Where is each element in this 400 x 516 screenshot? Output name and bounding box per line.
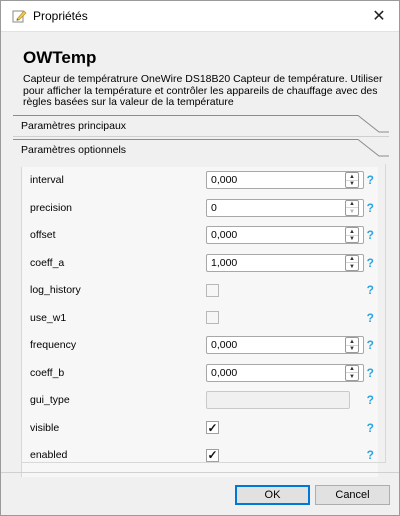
param-textbox-disabled <box>206 391 350 409</box>
spin-down-icon[interactable]: ▼ <box>346 180 358 188</box>
spin-down-icon[interactable]: ▼ <box>346 345 358 353</box>
help-icon[interactable]: ? <box>366 283 374 298</box>
param-label: enabled <box>30 449 68 462</box>
param-row-frequency <box>22 332 378 360</box>
param-row-interval <box>22 167 378 195</box>
spin-up-icon[interactable]: ▲ <box>349 173 355 180</box>
device-title: OWTemp <box>23 48 97 67</box>
param-row-use-w1 <box>22 304 378 332</box>
param-spinbox[interactable] <box>206 364 364 382</box>
param-checkbox[interactable] <box>206 421 219 434</box>
cancel-button[interactable]: Cancel <box>315 485 390 505</box>
param-spinbox[interactable] <box>206 226 364 244</box>
param-row-precision <box>22 194 378 222</box>
spin-up-icon[interactable]: ▲ <box>349 228 355 235</box>
help-icon[interactable]: ? <box>366 200 374 215</box>
param-spinbox[interactable] <box>206 171 364 189</box>
device-description: Capteur de températrure OneWire DS18B20 Capteur de température. Utiliser pour afficher la température et contrôler les appareils de chauffage avec des règles basées sur la valeur de la température <box>23 73 383 108</box>
param-row-enabled <box>22 442 378 470</box>
param-value[interactable]: 0,000 <box>211 366 238 379</box>
param-value[interactable]: 0,000 <box>211 339 238 352</box>
spin-buttons <box>345 227 359 243</box>
param-value[interactable]: 1,000 <box>211 256 238 269</box>
spin-buttons <box>345 365 359 381</box>
help-icon[interactable]: ? <box>366 365 374 380</box>
param-label: visible <box>30 421 60 434</box>
param-label: gui_type <box>30 394 70 407</box>
help-icon[interactable]: ? <box>366 448 374 463</box>
param-row-offset <box>22 222 378 250</box>
param-checkbox[interactable] <box>206 311 219 324</box>
section-optional-label: Paramètres optionnels <box>21 143 127 156</box>
checkmark-icon: ✓ <box>207 420 218 435</box>
param-label: coeff_a <box>30 256 65 269</box>
footer-divider <box>1 472 399 473</box>
help-icon[interactable]: ? <box>366 420 374 435</box>
help-icon[interactable]: ? <box>366 255 374 270</box>
param-label: log_history <box>30 284 81 297</box>
spin-up-icon[interactable]: ▲ <box>349 366 355 372</box>
spin-down-icon[interactable]: ▼ <box>346 262 358 270</box>
param-spinbox[interactable] <box>206 336 364 354</box>
help-icon[interactable]: ? <box>366 338 374 353</box>
param-checkbox[interactable] <box>206 284 219 297</box>
close-button[interactable] <box>359 1 399 31</box>
spin-up-icon[interactable]: ▲ <box>349 256 355 262</box>
optional-params-panel <box>21 167 378 477</box>
param-checkbox[interactable] <box>206 449 219 462</box>
param-label: use_w1 <box>30 311 67 324</box>
spin-buttons <box>345 255 359 271</box>
param-row-visible <box>22 414 378 442</box>
help-icon[interactable]: ? <box>366 310 374 325</box>
param-label: interval <box>30 174 64 187</box>
spin-down-icon[interactable]: ▼ <box>346 372 358 380</box>
section-main-params[interactable] <box>13 115 389 137</box>
param-value[interactable]: 0,000 <box>211 229 238 242</box>
checkmark-icon: ✓ <box>207 448 218 463</box>
param-spinbox[interactable] <box>206 254 364 272</box>
edit-pencil-icon <box>11 8 27 24</box>
help-icon[interactable]: ? <box>366 393 374 408</box>
param-value[interactable]: 0,000 <box>211 174 238 187</box>
ok-button[interactable]: OK <box>235 485 310 505</box>
param-row-log-history <box>22 277 378 305</box>
panel-bottom-border <box>21 462 386 463</box>
dialog-content <box>1 48 399 477</box>
spin-down-icon[interactable]: ▼ <box>346 235 358 243</box>
help-icon[interactable]: ? <box>366 173 374 188</box>
spin-down-icon[interactable]: ▼ <box>346 207 358 215</box>
param-row-coeff-a <box>22 249 378 277</box>
section-optional-params[interactable] <box>13 139 389 161</box>
help-icon[interactable]: ? <box>366 228 374 243</box>
param-label: precision <box>30 201 73 214</box>
param-label: frequency <box>30 339 77 352</box>
panel-right-border <box>385 164 386 462</box>
param-value[interactable]: 0 <box>211 201 217 214</box>
param-row-gui-type <box>22 387 378 415</box>
spin-buttons <box>345 172 359 188</box>
spin-buttons <box>345 200 359 216</box>
param-row-coeff-b <box>22 359 378 387</box>
param-label: offset <box>30 229 56 242</box>
window-title: Propriétés <box>33 9 88 23</box>
spin-buttons <box>345 337 359 353</box>
spin-up-icon[interactable]: ▲ <box>349 201 355 207</box>
spin-up-icon[interactable]: ▲ <box>349 338 355 345</box>
param-label: coeff_b <box>30 366 65 379</box>
section-main-label: Paramètres principaux <box>21 119 127 132</box>
close-icon: ✕ <box>372 8 386 25</box>
title-bar <box>1 1 399 32</box>
param-spinbox[interactable] <box>206 199 364 217</box>
